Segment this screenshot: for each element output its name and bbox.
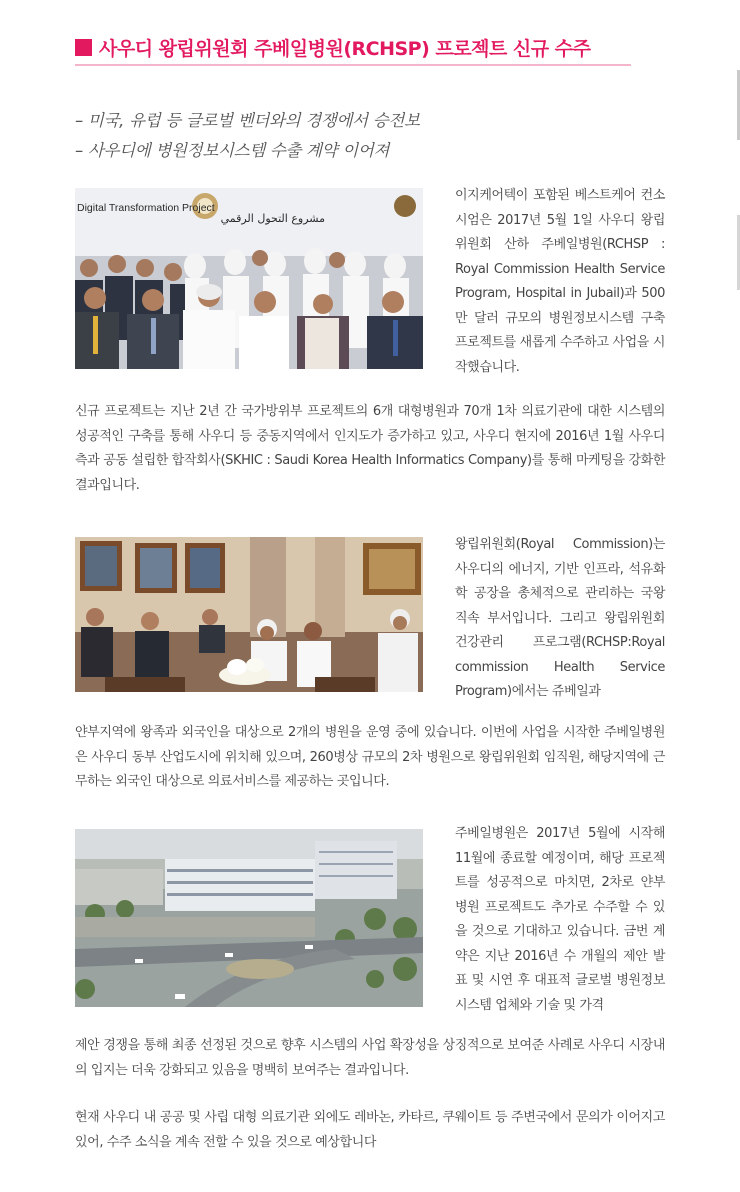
article-heading: [75, 34, 631, 66]
body-paragraph: 현재 사우디 내 공공 및 사립 대형 의료기관 외에도 레바논, 카타르, 쿠웨이트 등 주변국에서 문의가 이어지고 있어, 수주 소식을 계속 전할 수 있을 것으로 예상합니다: [75, 1110, 665, 1150]
body-paragraph: 왕립위원회(Royal Commission)는 사우디의 에너지, 기반 인프라, 석유화학 공장을 총체적으로 관리하는 국왕 직속 부서입니다. 그리고 왕립위원회 건강관리 프로그램(RCHSP:Royal commission Health Service Program)에서는 쥬베일과: [455, 537, 665, 699]
hospital-photo: [75, 829, 423, 1007]
subtitle-line: – 사우디에 병원정보시스템 수출 계약 이어져: [75, 141, 390, 160]
body-paragraph: 신규 프로젝트는 지난 2년 간 국가방위부 프로젝트의 6개 대형병원과 70개 1차 의료기관에 대한 시스템의 성공적인 구축를 통해 사우디 등 중동지역에서 인지도가 증가하고 있고, 사우디 현지에 2016년 1월 사우디 측과 공동 설립한 합작회사(SKHIC : Saudi Korea Health Informatics Company)를 통해 마케팅을 강화한 결과입니다.: [75, 404, 665, 493]
subtitle-line: – 미국, 유럽 등 글로벌 벤더와의 경쟁에서 승전보: [75, 111, 420, 130]
heading-square-icon: [75, 39, 92, 56]
body-paragraph: 주베일병원은 2017년 5월에 시작해 11월에 종료할 예정이며, 해당 프로젝트를 성공적으로 마치면, 2차로 얀부 병원 프로젝트도 추가로 수주할 수 있을 것으로 기대하고 있습니다. 금번 계약은 지난 2016년 수 개월의 제안 발표 및 시연 후 대표적 글로벌 병원정보시스템 업체와 기술 및 가격: [455, 826, 665, 1013]
body-paragraph: 얀부지역에 왕족과 외국인을 대상으로 2개의 병원을 운영 중에 있습니다. 이번에 사업을 시작한 주베일병원은 사우디 동부 산업도시에 위치해 있으며, 260병상 규모의 2차 병원으로 왕립위원회 임직원, 해당지역에 근무하는 외국인 대상으로 의료서비스를 제공하는 곳입니다.: [75, 725, 665, 789]
body-paragraph: 이지케어텍이 포함된 베스트케어 컨소시엄은 2017년 5월 1일 사우디 왕립위원회 산하 주베일병원(RCHSP : Royal Commission Health Service Program, Hospital in Jubail)과 500만 달러 규모의 병원정보시스템 구축 프로젝트를 새롭게 수주하고 사업을 시작했습니다.: [455, 188, 665, 375]
article-title: 사우디 왕립위원회 주베일병원(RCHSP) 프로젝트 신규 수주: [99, 38, 591, 60]
meeting-photo: [75, 537, 423, 692]
banner-english-text: Digital Transformation Project: [77, 202, 215, 214]
group-photo: [75, 188, 423, 369]
banner-arabic-text: مشروع التحول الرقمي: [220, 212, 325, 225]
body-paragraph: 제안 경쟁을 통해 최종 선정된 것으로 향후 시스템의 사업 확장성을 상징적으로 보여준 사례로 사우디 시장내의 입지는 더욱 강화되고 있음을 명백히 보여주는 결과입니다.: [75, 1038, 665, 1078]
article-subtitles: [75, 106, 420, 166]
